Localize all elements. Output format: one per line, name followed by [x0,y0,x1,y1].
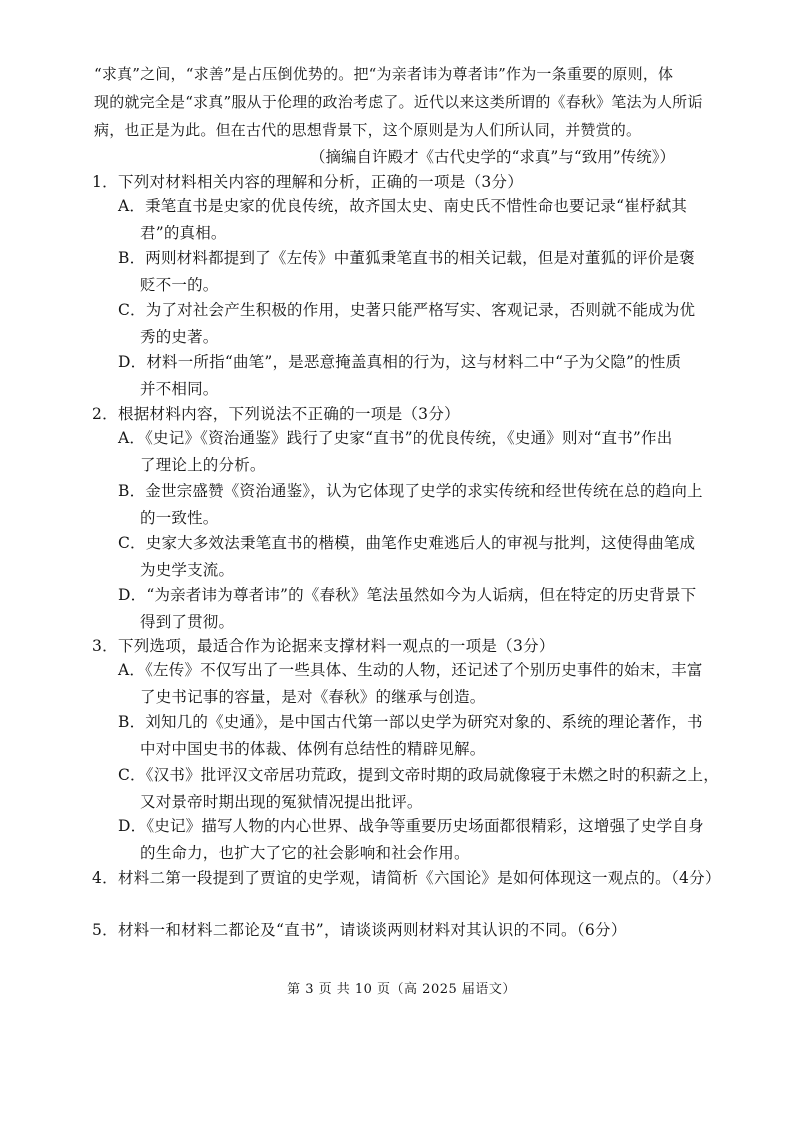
question-3-option-a [118,657,703,711]
option-line: 并不相同。 [140,380,219,398]
question-1-stem: 1．下列对材料相关内容的理解和分析，正确的一项是（3分） [92,173,524,191]
option-line: 得到了贯彻。 [140,613,235,631]
option-line: D．“为亲者讳为尊者讳”的《春秋》笔法虽然如今为人诟病，但在特定的历史背景下 [118,586,697,604]
option-line: B．两则材料都提到了《左传》中董狐秉笔直书的相关记载，但是对董狐的评价是褒 [118,249,695,267]
question-1-option-d [118,349,688,403]
option-line: B．刘知几的《史通》，是中国古代第一部以史学为研究对象的、系统的理论著作，书 [118,713,703,731]
option-line: 秀的史著。 [140,328,219,346]
option-line: 了史书记事的容量，是对《春秋》的继承与创造。 [140,688,486,706]
option-line: 为史学支流。 [140,561,235,579]
option-line: B．金世宗盛赞《资治通鉴》，认为它体现了史学的求实传统和经世传统在总的趋向上 [118,482,703,500]
question-3-option-d [118,813,704,867]
question-4-stem: 4．材料二第一段提到了贾谊的史学观，请简析《六国论》是如何体现这一观点的。（4分） [92,869,721,887]
question-2-option-a [118,425,688,479]
option-line: C．《汉书》批评汉文帝居功荒政，提到文帝时期的政局就像寝于未燃之时的积薪之上， [118,766,719,784]
question-2-option-b [118,478,703,532]
question-1-option-c [118,297,696,351]
option-line: 中对中国史书的体裁、体例有总结性的精辟见解。 [140,740,486,758]
option-line: C．史家大多效法秉笔直书的楷模，曲笔作史难逃后人的审视与批判，这使得曲笔成 [118,534,696,552]
question-2-stem: 2．根据材料内容，下列说法不正确的一项是（3分） [92,405,460,423]
option-line: A．《左传》不仅写出了一些具体、生动的人物，还记述了个别历史事件的始末，丰富 [118,661,703,679]
question-3-option-b [118,709,703,763]
option-line: C．为了对社会产生积极的作用，史著只能严格写实、客观记录，否则就不能成为优 [118,301,696,319]
passage-line: 病，也正是为此。但在古代的思想背景下，这个原则是为人们所认同，并赞赏的。 [94,121,642,139]
question-5-stem: 5．材料一和材料二都论及“直书”，请谈谈两则材料对其认识的不同。（6分） [92,921,627,939]
question-3-stem: 3．下列选项，最适合作为论据来支撑材料一观点的一项是（3分） [92,637,555,655]
option-line: A．《史记》《资治通鉴》践行了史家“直书”的优良传统，《史通》则对“直书”作出 [118,429,673,447]
question-2-option-d [118,582,697,636]
option-line: D．《史记》描写人物的内心世界、战争等重要历史场面都很精彩，这增强了史学自身 [118,817,704,835]
option-line: D．材料一所指“曲笔”，是恶意掩盖真相的行为，这与材料二中“子为父隐”的性质 [118,353,682,371]
page-footer: 第 3 页 共 10 页（高 2025 届语文） [287,982,516,997]
option-line: A．秉笔直书是史家的优良传统，故齐国太史、南史氏不惜性命也要记录“崔杼弑其 [118,197,688,215]
passage-line: 现的就完全是“求真”服从于伦理的政治考虑了。近代以来这类所谓的《春秋》笔法为人所诟 [94,93,703,111]
option-line: 的生命力，也扩大了它的社会影响和社会作用。 [140,844,470,862]
question-2-option-c [118,530,696,584]
question-1-option-b [118,245,695,299]
question-1-option-a [118,193,688,247]
option-line: 贬不一的。 [140,276,219,294]
option-line: 了理论上的分析。 [140,456,266,474]
passage-line: “求真”之间，“求善”是占压倒优势的。把“为亲者讳为尊者讳”作为一条重要的原则，体 [94,65,674,83]
option-line: 又对景帝时期出现的冤狱情况提出批评。 [140,793,423,811]
question-3-option-c [118,762,719,816]
passage-excerpt [94,60,703,144]
passage-source: （摘编自许殿才《古代史学的“求真”与“致用”传统》） [310,148,675,166]
option-line: 君”的真相。 [140,224,227,242]
option-line: 的一致性。 [140,509,219,527]
